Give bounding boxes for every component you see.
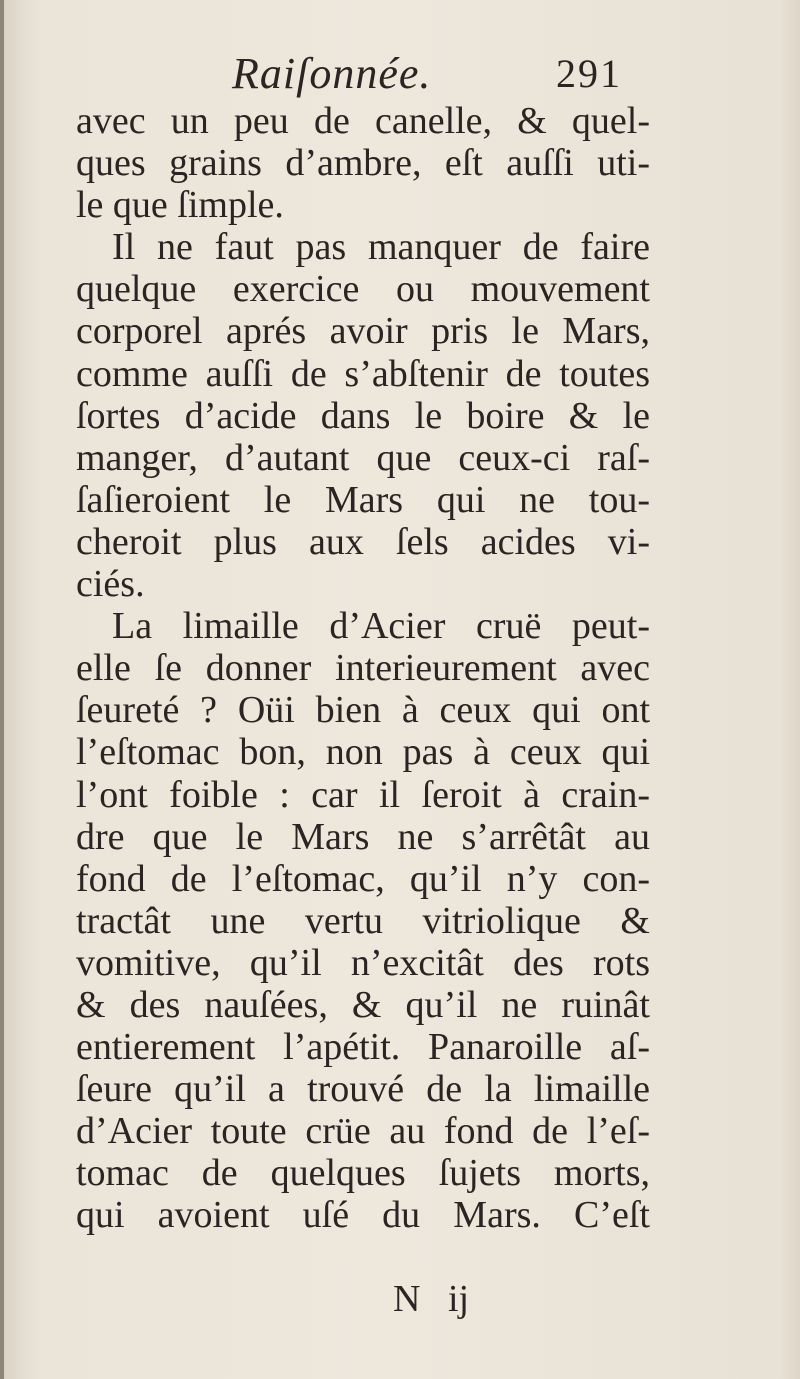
page-number: 291 (556, 51, 622, 96)
text-line: ciés. (76, 563, 145, 606)
text-line: ſortes d’acide dans le boire & le (76, 394, 650, 437)
text-line: tomac de quelques ſujets morts, (76, 1152, 650, 1195)
text-line: le que ſimple. (76, 184, 284, 227)
text-line: ſaſieroient le Mars qui ne tou- (76, 478, 650, 521)
text-line: ques grains d’ambre, eſt auſſi uti- (76, 142, 650, 185)
text-line: d’Acier toute crüe au fond de l’eſ- (76, 1110, 650, 1153)
text-line: dre que le Mars ne s’arrêtât au (76, 815, 650, 858)
paragraph-start-line: La limaille d’Acier cruë peut- (112, 605, 650, 648)
text-line: & des nauſées, & qu’il ne ruinât (76, 983, 650, 1026)
text-line: tractât une vertu vitriolique & (76, 899, 650, 942)
running-title: Raiſonnée. (232, 49, 432, 98)
page-header (0, 44, 800, 104)
text-line: ſeureté ? Oüi bien à ceux qui ont (76, 689, 650, 732)
text-line: cheroit plus aux ſels acides vi- (76, 520, 650, 563)
text-line: avec un peu de canelle, & quel- (76, 100, 650, 142)
gutter-edge (0, 0, 4, 1379)
text-line: l’ont foible : car il ſeroit à crain- (76, 773, 650, 816)
text-line: fond de l’eſtomac, qu’il n’y con- (76, 857, 650, 900)
paragraph-start-line: Il ne faut pas manquer de faire (112, 226, 650, 269)
text-line: entierement l’apétit. Panaroille aſ- (76, 1026, 650, 1069)
text-line: vomitive, qu’il n’excitât des rots (76, 941, 650, 984)
text-line: qui avoient uſé du Mars. C’eſt (76, 1194, 650, 1237)
text-line: l’eſtomac bon, non pas à ceux qui (76, 731, 650, 774)
text-line: quelque exercice ou mouvement (76, 268, 650, 311)
text-line: corporel aprés avoir pris le Mars, (76, 310, 650, 353)
text-line: elle ſe donner interieurement avec (76, 647, 650, 690)
signature-mark: N ij (393, 1278, 470, 1320)
text-line: manger, d’autant que ceux-ci raſ- (76, 436, 650, 479)
text-line: comme auſſi de s’abſtenir de toutes (76, 352, 650, 395)
text-line: ſeure qu’il a trouvé de la limaille (76, 1068, 650, 1111)
body-text (76, 100, 650, 1237)
